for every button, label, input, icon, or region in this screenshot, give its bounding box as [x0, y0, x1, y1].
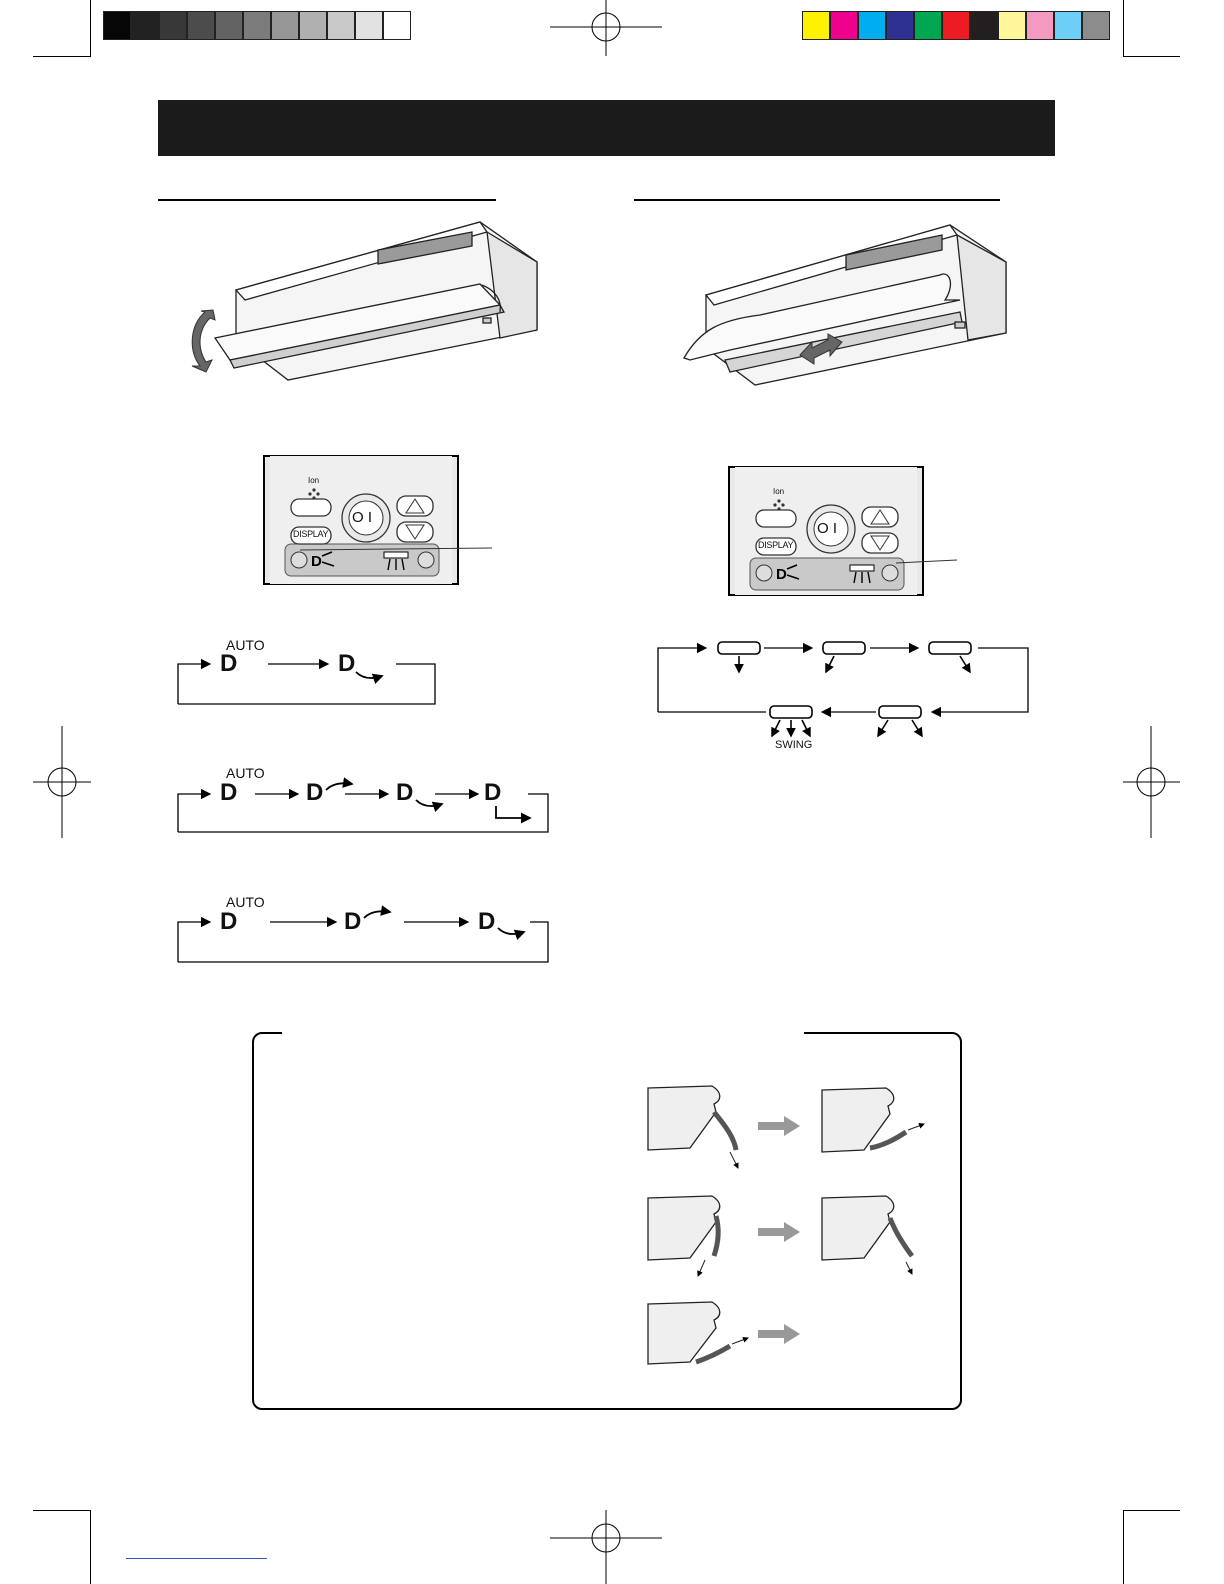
louver-glyph: D	[344, 908, 362, 935]
louver-glyph: D	[220, 650, 238, 677]
remote-right-illustration	[729, 467, 957, 595]
louver-glyph: D	[220, 908, 238, 935]
horizontal-louver-sequence	[658, 642, 1028, 736]
louver-sequence-1	[178, 664, 435, 704]
remote-left-power-symbol: O I	[352, 509, 373, 526]
indoor-unit-right-illustration	[684, 225, 1006, 385]
svg-text:D: D	[311, 553, 322, 570]
remote-left-illustration	[264, 456, 492, 584]
note-frame-title-gap	[282, 1028, 804, 1036]
remote-right-power-symbol: O I	[817, 520, 838, 537]
louver-glyph: D	[396, 779, 414, 806]
swing-label: SWING	[775, 739, 813, 751]
vertical-swing-arrow-icon	[192, 310, 215, 372]
louver-glyph: D	[306, 779, 324, 806]
vertical-louver-button	[756, 565, 772, 581]
louver-position-4	[879, 706, 921, 718]
vertical-louver-button	[291, 552, 307, 568]
remote-left-ion-label: Ion	[308, 476, 320, 485]
remote-right-display-label: DISPLAY	[758, 540, 794, 550]
louver-position-1	[718, 642, 760, 654]
louver-glyph: D	[484, 779, 502, 806]
footer-link-line	[126, 1558, 267, 1559]
remote-left-display-label: DISPLAY	[293, 529, 329, 539]
ion-button	[756, 510, 796, 527]
indoor-unit-left-illustration	[215, 222, 537, 380]
auto-label-2: AUTO	[226, 765, 265, 781]
louver-glyph: D	[338, 650, 356, 677]
louver-position-3	[929, 642, 971, 654]
horizontal-louver-button	[882, 565, 898, 581]
louver-glyph: D	[220, 779, 238, 806]
note-frame	[252, 1032, 962, 1410]
louver-position-swing	[770, 706, 812, 718]
louver-position-2	[823, 642, 865, 654]
auto-label-3: AUTO	[226, 894, 265, 910]
louver-glyph: D	[478, 908, 496, 935]
horizontal-louver-button	[418, 552, 434, 568]
svg-text:D: D	[776, 566, 787, 583]
auto-label-1: AUTO	[226, 637, 265, 653]
ion-button	[291, 499, 331, 516]
remote-right-ion-label: Ion	[773, 487, 785, 496]
